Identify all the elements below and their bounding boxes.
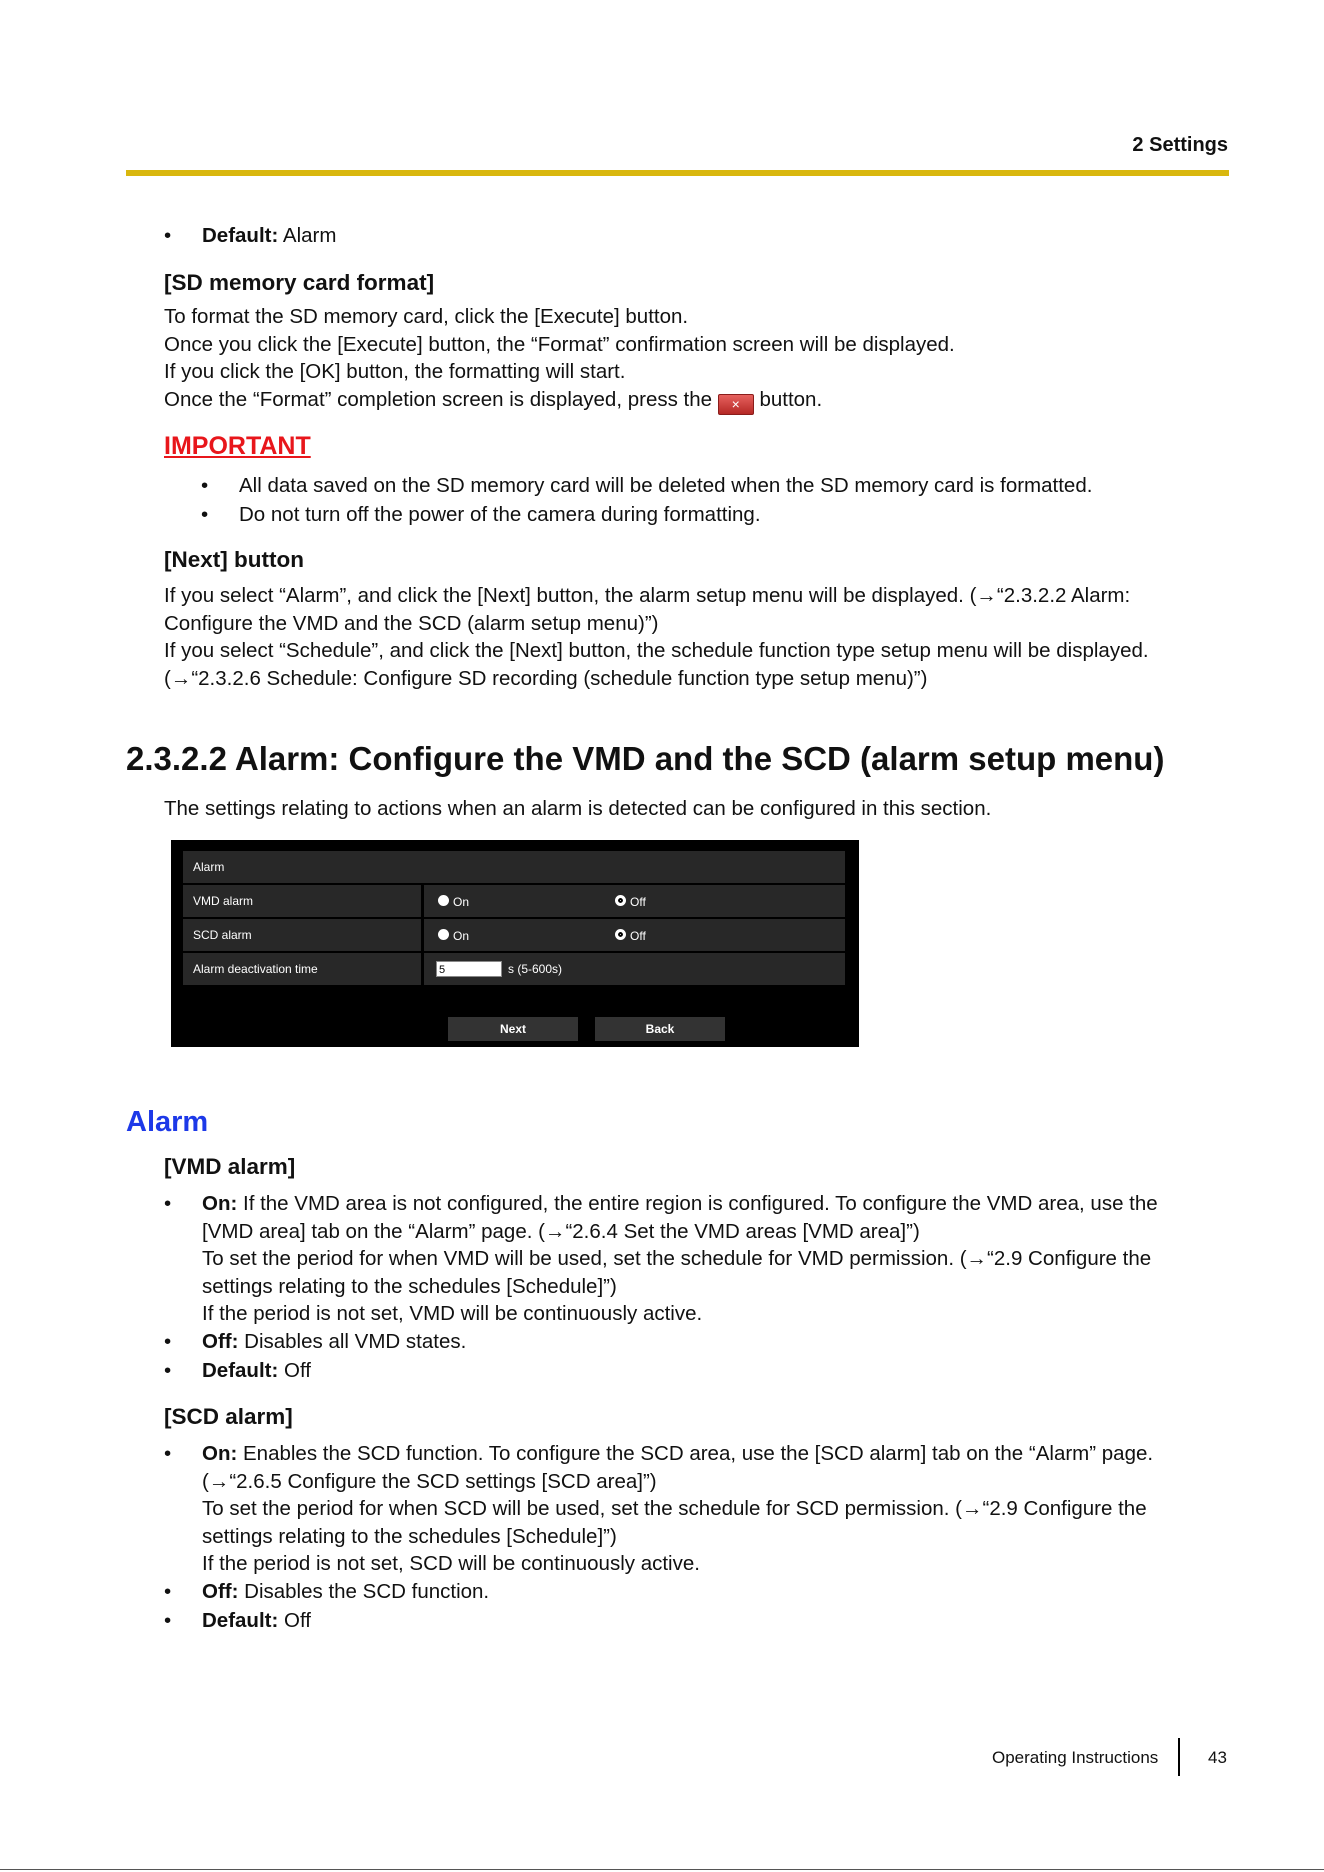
next-button-heading: [Next] button: [164, 547, 304, 572]
default-value: Alarm: [282, 224, 337, 247]
list-item: • On: Enables the SCD function. To configure the SCD area, use the [SCD alarm] tab on the “Alarm” page. (→“2.6.5 Configure the SCD settings [SCD area]”) To set the period for when SCD will be used, set the schedule for SCD permission. (→“2.9 Configure the settings relating to the schedules [Schedule]”) If the period is not set, SCD will be continuously active.: [164, 1442, 1154, 1575]
list-item: • Default: Off: [164, 1608, 311, 1632]
ui-title-row: [183, 851, 845, 883]
scd-alarm-list: [164, 1440, 1234, 1636]
header-rule: [126, 170, 1229, 176]
sd-format-body: [164, 303, 1234, 415]
alarm-heading: Alarm: [126, 1106, 209, 1138]
ui-title: Alarm: [193, 860, 225, 874]
list-item: • Off: Disables the SCD function.: [164, 1579, 490, 1603]
vmd-off-label: Off: [630, 895, 646, 909]
deactivation-label: Alarm deactivation time: [193, 962, 318, 976]
next-line: Configure the VMD and the SCD (alarm setup menu)”): [164, 611, 659, 635]
sd-format-line: Once you click the [Execute] button, the “Format” confirmation screen will be displayed.: [164, 332, 955, 356]
list-item: • Default: Off: [164, 1358, 311, 1382]
section-intro: The settings relating to actions when an alarm is detected can be configured in this section.: [164, 797, 992, 820]
close-icon: ×: [718, 394, 754, 415]
alarm-setup-screenshot: [171, 840, 859, 1047]
scd-alarm-row: [183, 919, 845, 951]
scd-alarm-label: SCD alarm: [193, 928, 252, 942]
footer-divider: [1178, 1738, 1180, 1776]
vmd-alarm-heading: [VMD alarm]: [164, 1154, 296, 1179]
running-header: 2 Settings: [1132, 134, 1228, 156]
section-title: 2.3.2.2 Alarm: Configure the VMD and the SCD (alarm setup menu): [126, 740, 1165, 777]
next-button[interactable]: Next: [448, 1017, 578, 1041]
default-label: Default:: [202, 224, 279, 247]
sd-format-line: If you click the [OK] button, the formatting will start.: [164, 360, 626, 383]
bottom-rule: [0, 1869, 1324, 1870]
list-item: • On: If the VMD area is not configured, the entire region is configured. To configure the VMD area, use the [VMD area] tab on the “Alarm” page. (→“2.6.4 Set the VMD areas [VMD area]”) To set the period for when VMD will be used, set the schedule for VMD permission. (→“2.9 Configure the settings relating to the schedules [Schedule]”) If the period is not set, VMD will be continuously active.: [164, 1192, 1158, 1325]
deactivation-row: [183, 953, 845, 985]
back-button[interactable]: Back: [595, 1017, 725, 1041]
sd-format-line: Once the “Format” completion screen is displayed, press the × button.: [164, 386, 1234, 415]
vmd-on-label: On: [453, 895, 470, 909]
deactivation-time-input[interactable]: 5: [436, 961, 502, 977]
next-line: (→“2.3.2.6 Schedule: Configure SD recording (schedule function type setup menu)”): [164, 666, 928, 690]
list-item: • Off: Disables all VMD states.: [164, 1329, 467, 1353]
page-number: 43: [1208, 1748, 1227, 1767]
vmd-alarm-list: [164, 1190, 1234, 1386]
sd-format-line: To format the SD memory card, click the [Execute] button.: [164, 305, 689, 328]
important-title: IMPORTANT: [164, 432, 311, 460]
footer-doc-title: Operating Instructions: [992, 1748, 1159, 1767]
vmd-off-radio[interactable]: [615, 895, 626, 906]
scd-off-radio[interactable]: [615, 929, 626, 940]
next-button-body: [164, 582, 1234, 692]
scd-on-label: On: [453, 929, 470, 943]
vmd-alarm-label: VMD alarm: [193, 894, 254, 908]
next-line: If you select “Alarm”, and click the [Next] button, the alarm setup menu will be displayed. (→“2.3.2.2 Alarm:: [164, 584, 1131, 607]
scd-on-radio[interactable]: [438, 929, 449, 940]
vmd-alarm-row: [183, 885, 845, 917]
vmd-on-radio[interactable]: [438, 895, 449, 906]
next-line: If you select “Schedule”, and click the [Next] button, the schedule function type setup menu will be displayed.: [164, 639, 1149, 662]
sd-format-heading: [SD memory card format]: [164, 270, 435, 295]
deactivation-unit: s (5-600s): [508, 962, 563, 976]
scd-off-label: Off: [630, 929, 646, 943]
scd-alarm-heading: [SCD alarm]: [164, 1404, 293, 1429]
